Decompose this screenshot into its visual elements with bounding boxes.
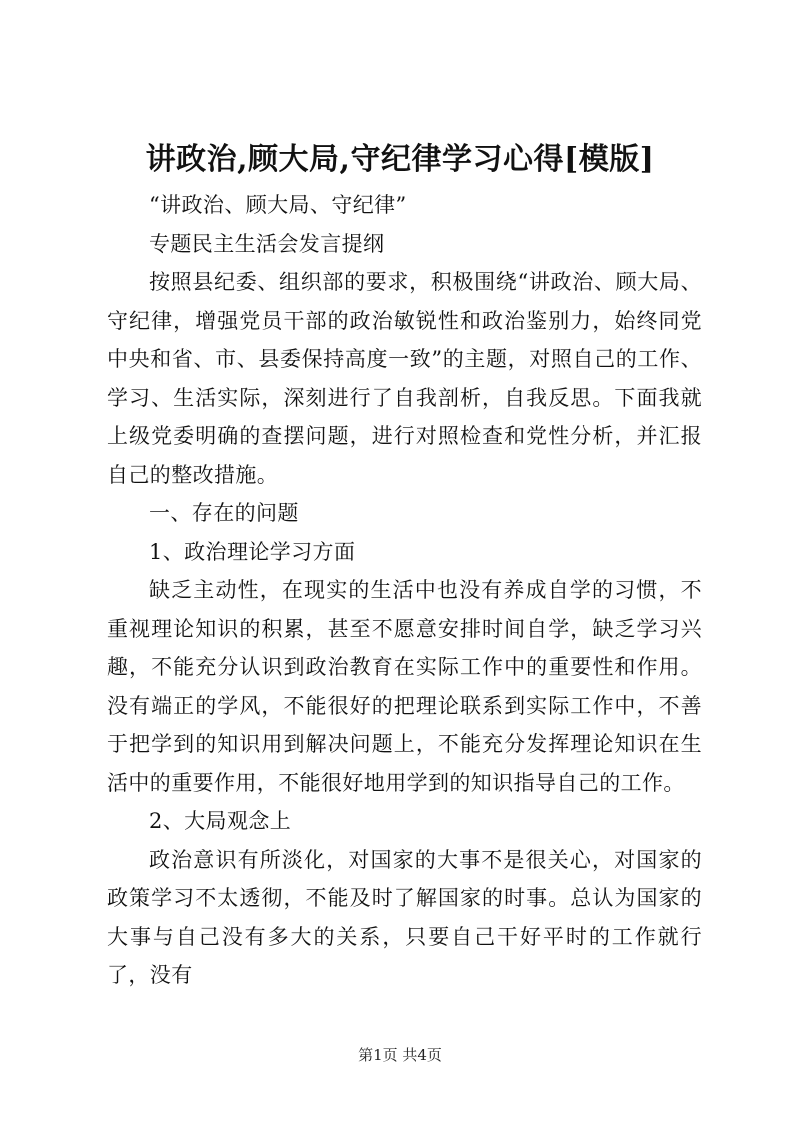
subsection-heading-2: 2、大局观念上 [149, 809, 292, 833]
document-body [107, 186, 702, 995]
body-paragraph-2: 政治意识有所淡化，对国家的大事不是很关心，对国家的政策学习不太透彻，不能及时了解国家的时事。总认为国家的大事与自己没有多大的关系，只要自己干好平时的工作就行了，没有 [107, 847, 702, 987]
page-footer: 第1页 共4页 [358, 1046, 442, 1064]
subtitle-quote: “讲政治、顾大局、守纪律” [149, 193, 407, 217]
body-paragraph-1: 缺乏主动性，在现实的生活中也没有养成自学的习惯，不重视理论知识的积累，甚至不愿意安排时间自学，缺乏学习兴趣，不能充分认识到政治教育在实际工作中的重要性和作用。没有端正的学风，不能很好的把理论联系到实际工作中，不善于把学到的知识用到解决问题上，不能充分发挥理论知识在生活中的重要作用，不能很好地用学到的知识指导自己的工作。 [107, 578, 702, 795]
subtitle-outline: 专题民主生活会发言提纲 [149, 231, 385, 256]
document-title: 讲政治,顾大局,守纪律学习心得[模版] [145, 142, 655, 177]
section-heading: 一、存在的问题 [149, 501, 299, 525]
intro-paragraph: 按照县纪委、组织部的要求，积极围绕“讲政治、顾大局、守纪律，增强党员干部的政治敏锐性和政治鉴别力，始终同党中央和省、市、县委保持高度一致”的主题，对照自己的工作、学习、生活实际，深刻进行了自我剖析，自我反思。下面我就上级党委明确的查摆问题，进行对照检查和党性分析，并汇报自己的整改措施。 [107, 270, 702, 487]
subsection-heading-1: 1、政治理论学习方面 [149, 539, 356, 564]
